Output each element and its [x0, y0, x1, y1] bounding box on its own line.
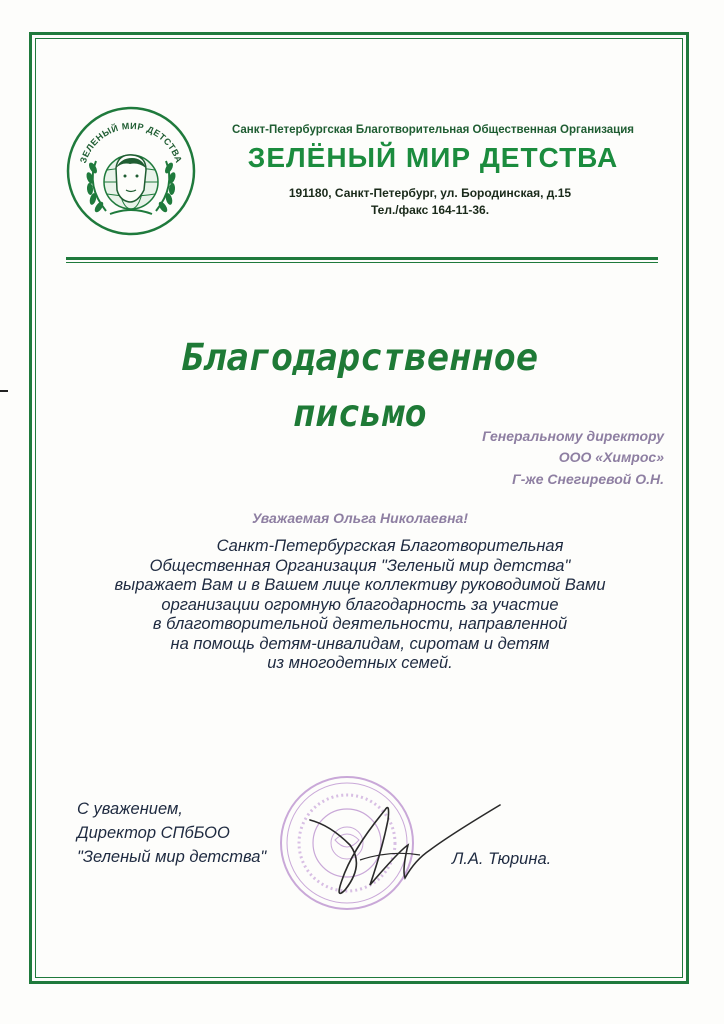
- organization-full-name: Санкт-Петербургская Благотворительная Общественная Организация: [231, 124, 635, 136]
- body-line: в благотворительной деятельности, направленной: [152, 615, 568, 633]
- recipient-company: ООО «Химрос»: [558, 449, 664, 465]
- recipient-position: Генеральному директору: [482, 428, 664, 444]
- organization-emblem-icon: [66, 106, 196, 236]
- svg-text:ЗЕЛЕНЫЙ МИР ДЕТСТВА: ЗЕЛЕНЫЙ МИР ДЕТСТВА: [77, 120, 185, 165]
- recipient-name: Г-же Снегиревой О.Н.: [512, 471, 664, 487]
- edge-mark: [0, 390, 8, 392]
- body-line: Общественная Организация "Зеленый мир детства": [149, 556, 571, 575]
- header-divider-thin: [66, 262, 658, 263]
- body-line: организации огромную благодарность за участие: [161, 595, 559, 614]
- organization-name: ЗЕЛЁНЫЙ МИР ДЕТСТВА: [247, 142, 619, 173]
- body-line: Санкт-Петербургская Благотворительная: [216, 537, 564, 555]
- closing-organization: "Зеленый мир детства": [77, 848, 267, 866]
- body-line: выражает Вам и в Вашем лице коллективу руководимой Вами: [114, 576, 606, 594]
- organization-phone: Тел./факс 164-11-36.: [370, 203, 490, 217]
- letter-body: [60, 537, 660, 674]
- signer-name: Л.А. Тюрина.: [452, 850, 552, 868]
- greeting: Уважаемая Ольга Николаевна!: [252, 510, 468, 526]
- body-line: на помощь детям-инвалидам, сиротам и детям: [170, 634, 550, 653]
- organization-address: 191180, Санкт-Петербург, ул. Бородинская, д.15: [288, 186, 572, 200]
- closing-regards: С уважением,: [77, 800, 183, 818]
- body-line: из многодетных семей.: [267, 654, 453, 672]
- closing-position: Директор СПбБОО: [77, 824, 230, 842]
- header-divider-thick: [66, 257, 658, 260]
- document-title-line1: Благодарственное: [181, 336, 539, 379]
- document-title-line2: письмо: [293, 392, 427, 435]
